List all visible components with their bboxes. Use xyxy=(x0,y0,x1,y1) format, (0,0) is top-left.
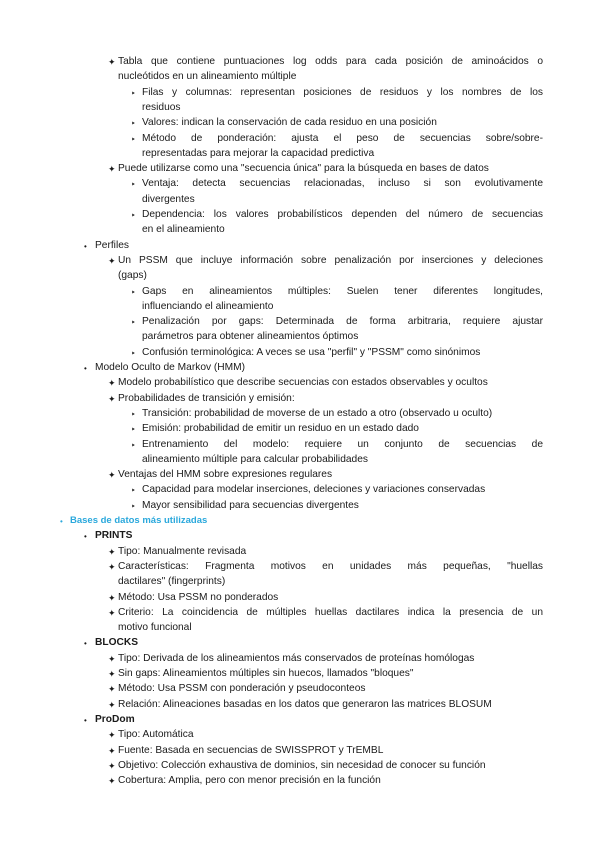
bullet-icon: ‣ xyxy=(131,119,136,129)
list-item-text: Transición: probabilidad de moverse de un estado a otro (observado u oculto) xyxy=(142,407,493,419)
list-item-text: residuos xyxy=(142,101,181,113)
list-item-text: Penalización por gaps: Determinada de forma arbitraria, requiere ajustar xyxy=(142,316,543,328)
bullet-icon: ‣ xyxy=(131,180,136,190)
list-item-text: Criterio: La coincidencia de múltiples huellas dactilares indica la presencia de un xyxy=(118,606,543,618)
subsection-title: PRINTS xyxy=(95,530,133,542)
bullet-icon: ✦ xyxy=(108,561,116,572)
bullet-icon: ✦ xyxy=(108,592,116,603)
list-item-text: Tipo: Derivada de los alineamientos más conservados de proteínas homólogas xyxy=(118,652,475,664)
bullet-icon: ✦ xyxy=(108,378,116,389)
bullet-icon: ✦ xyxy=(108,470,116,481)
bullet-icon: ✦ xyxy=(108,57,116,67)
list-item-text: nucleótidos en un alineamiento múltiple xyxy=(118,71,297,83)
list-item-text: Valores: indican la conservación de cada residuo en una posición xyxy=(142,117,437,129)
list-item-text: Mayor sensibilidad para secuencias divergentes xyxy=(142,499,359,511)
bullet-icon: ✦ xyxy=(108,255,116,266)
bullet-icon: ✦ xyxy=(108,607,116,618)
bullet-icon: ‣ xyxy=(131,425,136,435)
list-item-text: Puede utilizarse como una "secuencia única" para la búsqueda en bases de datos xyxy=(118,163,489,175)
list-item-text: Gaps en alineamientos múltiples: Suelen tener diferentes longitudes, xyxy=(142,285,543,297)
list-item-text: Objetivo: Colección exhaustiva de dominios, sin necesidad de conocer su función xyxy=(118,759,486,771)
bullet-icon: • xyxy=(84,241,87,251)
list-item-text: Perfiles xyxy=(95,239,129,251)
bullet-icon: ‣ xyxy=(131,88,136,98)
list-item-text: Características: Fragmenta motivos en unidades más pequeñas, "huellas xyxy=(118,560,543,572)
list-item-text: Tabla que contiene puntuaciones log odds para cada posición de aminoácidos o xyxy=(118,56,543,67)
subsection-title: BLOCKS xyxy=(95,637,139,649)
list-item-text: Entrenamiento del modelo: requiere un conjunto de secuencias de xyxy=(142,438,543,450)
list-item-text: Filas y columnas: representan posiciones de residuos y los nombres de los xyxy=(142,86,543,98)
list-item-text: alineamiento múltiple para calcular probabilidades xyxy=(142,453,368,465)
bullet-icon: ✦ xyxy=(108,745,116,756)
bullet-icon: ‣ xyxy=(131,318,136,328)
bullet-icon: ✦ xyxy=(108,760,116,771)
list-item-text: Capacidad para modelar inserciones, deleciones y variaciones conservadas xyxy=(142,484,486,496)
list-item-text: Confusión terminológica: A veces se usa "perfil" y "PSSM" como sinónimos xyxy=(142,346,481,358)
bullet-icon: ‣ xyxy=(131,211,136,220)
list-item-text: divergentes xyxy=(142,193,195,205)
bullet-icon: ✦ xyxy=(108,699,116,710)
list-item-text: (gaps) xyxy=(118,270,147,282)
bullet-icon: • xyxy=(84,715,87,725)
bullet-icon: ‣ xyxy=(131,440,136,450)
subsection-title: ProDom xyxy=(95,713,135,725)
bullet-icon: ✦ xyxy=(108,669,116,679)
list-item-text: Método: Usa PSSM con ponderación y pseudoconteos xyxy=(118,683,366,695)
list-item-text: representadas para mejorar la capacidad predictiva xyxy=(142,147,375,159)
bullet-icon: ✦ xyxy=(108,776,116,787)
bullet-icon: ✦ xyxy=(108,393,116,404)
bullet-icon: ✦ xyxy=(108,684,116,695)
list-item-text: Ventajas del HMM sobre expresiones regulares xyxy=(118,469,333,481)
list-item-text: Tipo: Automática xyxy=(118,729,194,741)
bullet-icon: ✦ xyxy=(108,164,116,175)
list-item-text: Cobertura: Amplia, pero con menor precisión en la función xyxy=(118,775,381,787)
list-item-text: Modelo probabilístico que describe secuencias con estados observables y ocultos xyxy=(118,377,488,389)
list-item-text: influenciando el alineamiento xyxy=(142,300,274,312)
bullet-icon: ‣ xyxy=(131,501,136,511)
bullet-icon: ‣ xyxy=(131,134,136,144)
list-item-text: Método de ponderación: ajusta el peso de secuencias sobre/sobre- xyxy=(142,132,543,144)
list-item-text: parámetros para obtener alineamientos óptimos xyxy=(142,331,359,343)
list-item-text: Modelo Oculto de Markov (HMM) xyxy=(95,362,246,373)
list-item-text: Método: Usa PSSM no ponderados xyxy=(118,591,279,603)
bullet-icon: ✦ xyxy=(108,546,116,557)
list-item-text: Relación: Alineaciones basadas en los datos que generaron las matrices BLOSUM xyxy=(118,698,492,710)
list-item-text: Fuente: Basada en secuencias de SWISSPROT y TrEMBL xyxy=(118,744,384,756)
list-item-text: motivo funcional xyxy=(118,622,192,634)
bullet-icon: • xyxy=(60,517,63,526)
list-item-text: Sin gaps: Alineamientos múltiples sin huecos, llamados "bloques" xyxy=(118,668,414,679)
list-item-text: Un PSSM que incluye información sobre penalización por inserciones y deleciones xyxy=(118,254,543,266)
list-item-text: Tipo: Manualmente revisada xyxy=(118,545,247,557)
list-item-text: Ventaja: detecta secuencias relacionadas, incluso si son evolutivamente xyxy=(142,178,543,190)
bullet-icon: • xyxy=(84,639,87,649)
bullet-icon: ‣ xyxy=(131,348,136,358)
list-item-text: Probabilidades de transición y emisión: xyxy=(118,392,295,404)
bullet-icon: ✦ xyxy=(108,730,116,741)
bullet-icon: ✦ xyxy=(108,653,116,664)
list-item-text: Emisión: probabilidad de emitir un residuo en un estado dado xyxy=(142,423,419,435)
list-item-text: dactilares" (fingerprints) xyxy=(118,576,226,588)
bullet-icon: ‣ xyxy=(131,287,136,297)
bullet-icon: ‣ xyxy=(131,486,136,496)
list-item-text: en el alineamiento xyxy=(142,224,225,236)
section-heading: Bases de datos más utilizadas xyxy=(70,515,208,526)
bullet-icon: • xyxy=(84,364,87,373)
list-item-text: Dependencia: los valores probabilísticos dependen del número de secuencias xyxy=(142,209,543,220)
bullet-icon: ‣ xyxy=(131,409,136,419)
bullet-icon: • xyxy=(84,532,87,542)
